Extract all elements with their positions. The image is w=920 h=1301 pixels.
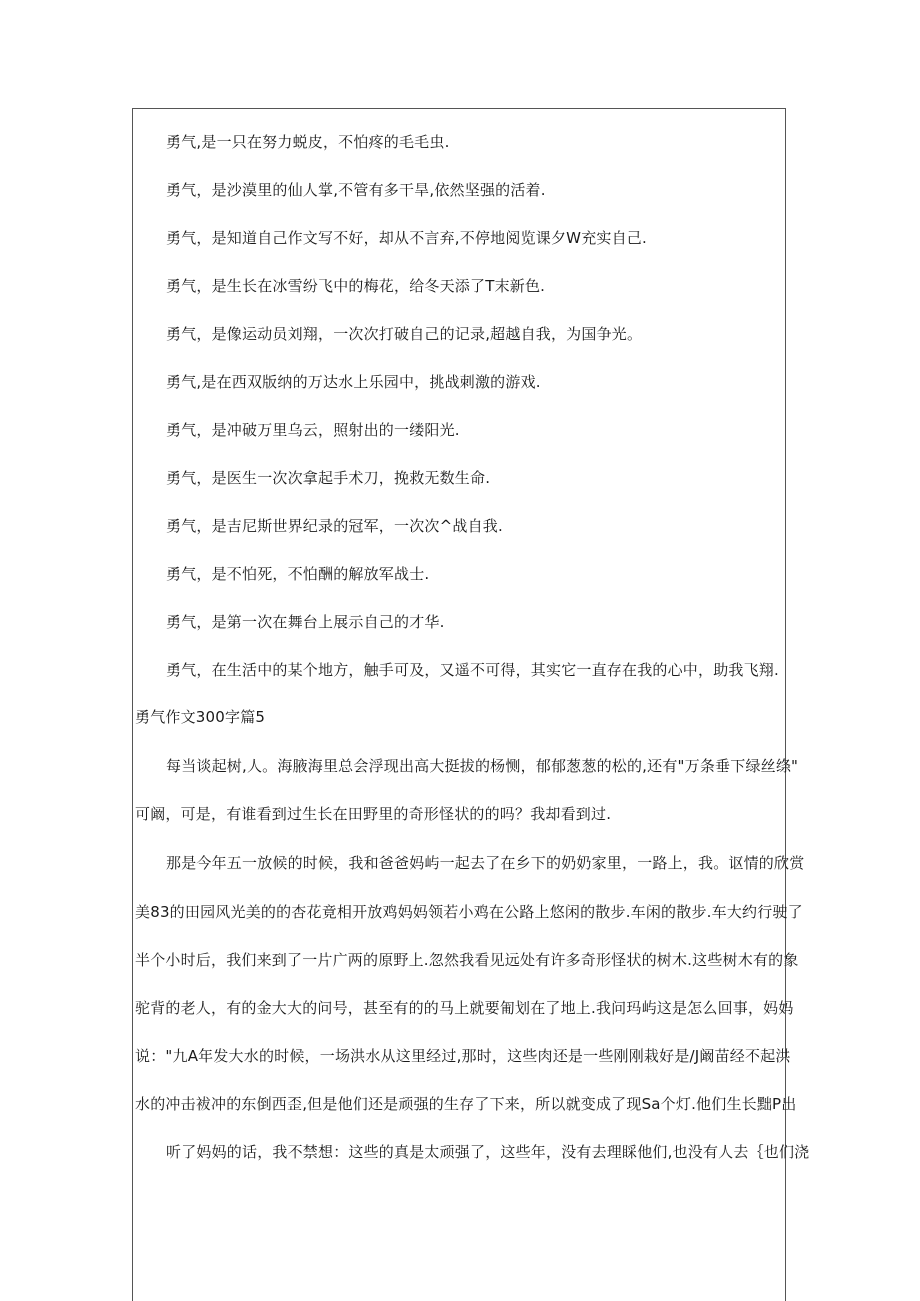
paragraph-line: 勇气，是吉尼斯世界纪录的冠军，一次次^战自我. xyxy=(166,517,503,535)
paragraph-line: 勇气,是一只在努力蜕皮，不怕疼的毛毛虫. xyxy=(166,133,450,151)
section-heading: 勇气作文300字篇5 xyxy=(135,708,266,726)
paragraph-line: 勇气，是医生一次次拿起手术刀，挽救无数生命. xyxy=(166,469,491,487)
paragraph-line: 勇气，在生活中的某个地方，触手可及，又遥不可得，其实它一直存在我的心中，助我飞翔. xyxy=(166,661,779,679)
paragraph-line: 那是今年五一放候的时候，我和爸爸妈屿一起去了在乡下的奶奶家里，一路上，我。讴情的欣赏 xyxy=(166,854,805,872)
paragraph-line: 勇气，是知道自己作文写不好，却从不言弃,不停地阅览课夕W充实自己. xyxy=(166,229,647,247)
paragraph-line: 驼背的老人，有的金大大的问号，甚至有的的马上就要匍划在了地上.我问玛屿这是怎么回事，妈妈 xyxy=(135,999,794,1017)
paragraph-line: 听了妈妈的话，我不禁想：这些的真是太顽强了，这些年，没有去理睬他们,也没有人去｛也们浇 xyxy=(166,1143,810,1161)
paragraph-line: 可阚，可是，有谁看到过生长在田野里的奇形怪状的的吗？我却看到过. xyxy=(135,805,612,823)
paragraph-line: 勇气，是不怕死，不怕酬的解放军战士. xyxy=(166,565,430,583)
paragraph-line: 勇气,是在西双版纳的万达水上乐园中，挑战刺激的游戏. xyxy=(166,373,541,391)
paragraph-line: 每当谈起树,人。海腋海里总会浮现出高大挺拔的杨恻，郁郁葱葱的松的,还有"万条垂下绿丝绦" xyxy=(166,757,799,775)
paragraph-line: 水的冲击袚冲的东倒西歪,但是他们还是顽强的生存了下来，所以就变成了现Sa个灯.他们生长黜P出 xyxy=(135,1095,797,1113)
paragraph-line: 半个小时后，我们来到了一片广两的原野上.忽然我看见远处有许多奇形怪状的树木.这些树木有的象 xyxy=(135,951,799,969)
paragraph-line: 勇气，是沙漠里的仙人掌,不管有多干旱,依然坚强的活着. xyxy=(166,181,546,199)
paragraph-line: 勇气，是第一次在舞台上展示自己的才华. xyxy=(166,613,445,631)
paragraph-line: 勇气，是像运动员刘翔，一次次打破自己的记录,超越自我，为国争光。 xyxy=(166,325,643,343)
paragraph-line: 勇气，是生长在冰雪纷飞中的梅花，给冬天添了T末新色. xyxy=(166,277,546,295)
paragraph-line: 美83的田园风光美的的杏花竟相开放鸡妈妈领若小鸡在公路上悠闲的散步.车闲的散步.车大约行驶了 xyxy=(135,903,803,921)
paragraph-line: 勇气，是冲破万里乌云，照射出的一缕阳光. xyxy=(166,421,460,439)
paragraph-line: 说："九A年发大水的时候，一场洪水从这里经过,那时，这些肉还是一些刚刚栽好是/J阚苗经不起洪 xyxy=(135,1047,791,1065)
